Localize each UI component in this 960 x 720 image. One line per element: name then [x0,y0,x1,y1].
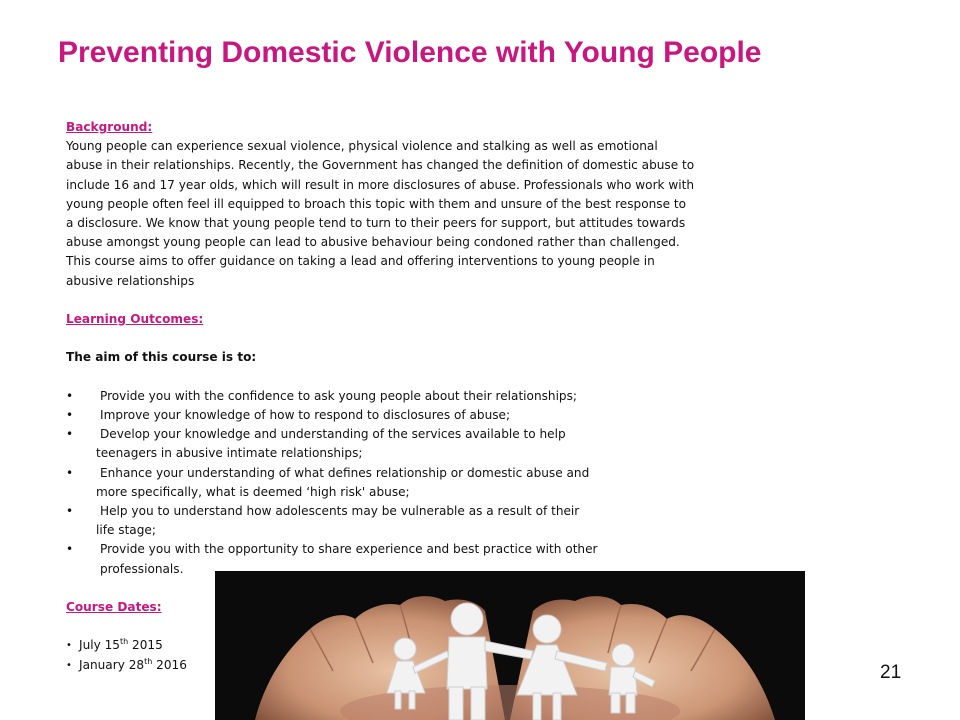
date-day: July 15 [79,638,120,653]
paper-boy-leg [611,693,620,713]
learning-outcomes-heading: Learning Outcomes: [66,312,204,327]
outcome-line: Improve your knowledge of how to respond to disclosures of abuse; [100,408,511,422]
bullet-icon: • [66,504,74,519]
spacer [66,329,696,348]
hands-paper-family-illustration [215,571,805,720]
paper-father-leg [449,687,463,720]
outcome-line: Enhance your understanding of what defines relationship or domestic abuse and [100,465,590,480]
paper-boy-leg [626,693,635,713]
paper-girl-leg [409,691,415,709]
outcome-line-continued: more specifically, what is deemed ‘high risk' abuse; [96,484,410,499]
hands-paper-family-photo [215,571,805,720]
bullet-icon: • [66,388,74,403]
paper-father-head [451,603,483,635]
learning-outcomes-list [66,387,696,579]
outcome-line-continued: teenagers in abusive intimate relationships; [96,446,363,461]
list-item [66,502,696,540]
spacer [66,368,696,387]
date-year: 2015 [128,638,163,653]
outcome-line-continued: life stage; [96,523,156,538]
outcome-line: Provide you with the confidence to ask young people about their relationships; [100,388,577,403]
page-number: 21 [880,662,902,683]
bullet-icon: • [66,640,72,652]
list-item [66,387,696,406]
list-item [66,425,696,463]
outcome-line: Develop your knowledge and understanding of the services available to help [100,427,566,442]
background-text: Young people can experience sexual violence, physical violence and stalking as well as emotional abuse in their relationships. Recently, the Government has changed the definition of domestic abuse to include 16 and 17 year olds, which will result in more disclosures of abuse. Professionals who work with young people often feel ill equipped to broach this topic with them and unsure of the best response to a disclosure. We know that young people tend to turn to their peers for support, but attitudes towards abuse amongst young people can lead to abusive behaviour being condoned rather than challenged. This course aims to offer guidance on taking a lead and offering interventions to young people in abusive relationships [66,139,695,288]
paper-father-leg [471,687,485,720]
bullet-icon: • [66,659,72,671]
date-year: 2016 [152,657,187,672]
paper-girl-leg [395,691,401,709]
bullet-icon: • [66,427,74,442]
outcome-line: Provide you with the opportunity to share experience and best practice with other [100,542,598,557]
aim-statement: The aim of this course is to: [66,350,257,365]
paper-girl-head [394,638,416,660]
outcome-line-continued: professionals. [100,561,184,576]
outcome-line: Help you to understand how adolescents may be vulnerable as a result of their [100,504,580,519]
date-suffix: th [144,656,153,666]
paper-mother-leg [553,693,561,720]
course-dates-heading: Course Dates: [66,600,162,615]
background-heading: Background: [66,120,153,134]
date-suffix: th [119,637,129,647]
list-item [66,406,696,425]
page-title: Preventing Domestic Violence with Young People [58,36,762,69]
bullet-icon: • [66,408,74,422]
paper-mother-leg [533,693,541,720]
paper-boy-body [609,667,637,695]
list-item [66,464,696,502]
bullet-icon: • [66,465,74,480]
paper-mother-head [533,615,561,643]
paper-father-body [447,637,487,689]
spacer [66,291,696,310]
bullet-icon: • [66,542,74,557]
date-day: January 28 [79,657,145,672]
paper-boy-head [612,644,634,666]
